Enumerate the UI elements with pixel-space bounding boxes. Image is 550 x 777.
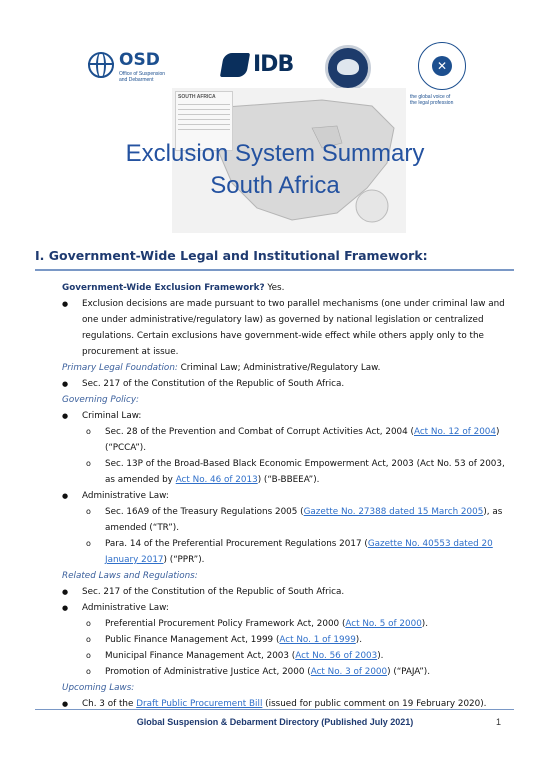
framework-bullet: ● Exclusion decisions are made pursuant to two parallel mechanisms (one under criminal law and one under administrative/regulatory law) as governed by national legislation or centralized regulations. Certain exclusions have government-wide effect while others apply only to the procurement at issue. xyxy=(62,296,517,360)
criminal-law-item-1: o Sec. 28 of the Prevention and Combat of Corrupt Activities Act, 2004 (Act No. 12 of 2004) (“PCCA”). xyxy=(62,424,517,456)
globe-icon xyxy=(88,52,114,78)
criminal-law-label: ● Criminal Law: xyxy=(62,408,517,424)
document-body xyxy=(62,280,517,712)
legal-foundation-bullet: ● Sec. 217 of the Constitution of the Republic of South Africa. xyxy=(62,376,517,392)
section-heading: I. Government-Wide Legal and Institutional Framework: xyxy=(35,248,428,263)
document-title-line1: Exclusion System Summary xyxy=(125,140,425,167)
legal-foundation-line xyxy=(62,360,517,376)
iba-tagline-line2: the legal profession xyxy=(410,100,454,106)
framework-label: Government-Wide Exclusion Framework? xyxy=(62,283,265,293)
related-law-item-1: o Preferential Procurement Policy Framework Act, 2000 (Act No. 5 of 2000). xyxy=(62,616,517,632)
related-laws-bullet-1: ● Sec. 217 of the Constitution of the Republic of South Africa. xyxy=(62,584,517,600)
pfma-link[interactable]: Act No. 1 of 1999 xyxy=(279,635,356,645)
iba-tagline-line1: the global voice of xyxy=(410,94,451,100)
section-divider xyxy=(35,269,514,271)
related-laws-label: Related Laws and Regulations: xyxy=(62,571,198,581)
administrative-law-item-1: o Sec. 16A9 of the Treasury Regulations 2005 (Gazette No. 27388 dated 15 March 2005), as amended (“TR”). xyxy=(62,504,517,536)
legal-foundation-label: Primary Legal Foundation: xyxy=(62,363,178,373)
government-seal xyxy=(325,45,371,91)
iba-emblem-icon: ✕ xyxy=(432,56,452,76)
idb-logo-name: IDB xyxy=(253,52,294,77)
draft-procurement-bill-link[interactable]: Draft Public Procurement Bill xyxy=(136,699,263,709)
idb-logo xyxy=(222,52,293,77)
upcoming-laws-bullet: ● Ch. 3 of the Draft Public Procurement Bill (issued for public comment on 19 February 2020). xyxy=(62,696,517,712)
pcca-link[interactable]: Act No. 12 of 2004 xyxy=(413,427,496,437)
criminal-law-item-2: o Sec. 13P of the Broad-Based Black Economic Empowerment Act, 2003 (Act No. 53 of 2003, as amended by Act No. 46 of 2013) (“B-BBEEA”). xyxy=(62,456,517,488)
ppfa-link[interactable]: Act No. 5 of 2000 xyxy=(345,619,422,629)
document-title-line2: South Africa xyxy=(210,172,340,199)
osd-logo-name: OSD xyxy=(119,50,160,70)
mfma-link[interactable]: Act No. 56 of 2003 xyxy=(295,651,378,661)
seal-emblem-icon xyxy=(337,59,359,75)
related-law-item-4: o Promotion of Administrative Justice Act, 2000 (Act No. 3 of 2000) (“PAJA”). xyxy=(62,664,517,680)
administrative-law-label: ● Administrative Law: xyxy=(62,488,517,504)
page-number: 1 xyxy=(496,717,502,727)
iba-logo xyxy=(418,42,466,90)
iba-tagline xyxy=(410,94,453,106)
upcoming-laws-label: Upcoming Laws: xyxy=(62,683,135,693)
legal-foundation-value: Criminal Law; Administrative/Regulatory Law. xyxy=(177,363,381,373)
treasury-regulations-link[interactable]: Gazette No. 27388 dated 15 March 2005 xyxy=(303,507,484,517)
osd-logo-subtitle-line2: and Debarment xyxy=(119,77,154,83)
paja-link[interactable]: Act No. 3 of 2000 xyxy=(310,667,388,677)
bbbeea-amendment-link[interactable]: Act No. 46 of 2013 xyxy=(175,475,258,485)
framework-answer: Yes. xyxy=(264,283,285,293)
related-law-item-3: o Municipal Finance Management Act, 2003 (Act No. 56 of 2003). xyxy=(62,648,517,664)
administrative-law-item-2: o Para. 14 of the Preferential Procurement Regulations 2017 (Gazette No. 40553 dated 20 January 2017) (“PPR”). xyxy=(62,536,517,568)
osd-logo xyxy=(88,52,165,83)
footer-divider xyxy=(35,709,514,710)
governing-policy-label: Governing Policy: xyxy=(62,395,139,405)
map-label: SOUTH AFRICA xyxy=(178,94,216,100)
footer-text: Global Suspension & Debarment Directory (Published July 2021) xyxy=(136,717,414,727)
osd-logo-subtitle-line1: Office of Suspension xyxy=(119,71,166,77)
idb-mark-icon xyxy=(220,53,250,77)
related-admin-law-label: ● Administrative Law: xyxy=(62,600,517,616)
framework-line xyxy=(62,280,517,296)
ppr-gazette-link[interactable]: Gazette No. 40553 dated 20 January 2017 xyxy=(105,539,493,565)
related-law-item-2: o Public Finance Management Act, 1999 (Act No. 1 of 1999). xyxy=(62,632,517,648)
